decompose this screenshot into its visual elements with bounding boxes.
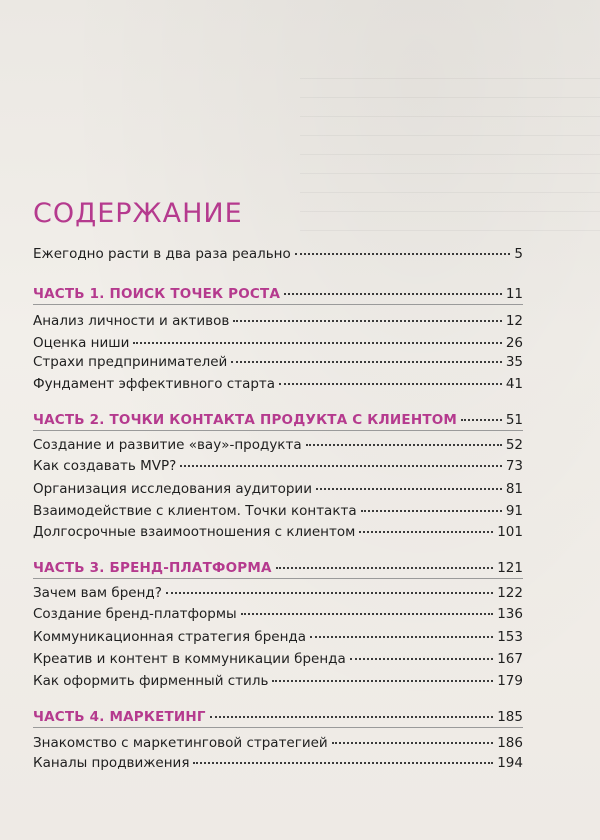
toc-entry[interactable] <box>33 352 523 372</box>
toc-entry[interactable] <box>33 604 523 624</box>
toc-entry[interactable] <box>33 333 523 353</box>
leader-dots <box>359 531 493 533</box>
toc-entry-label: Создание бренд-платформы <box>33 606 237 622</box>
part-divider <box>33 727 523 728</box>
toc-part-page: 121 <box>497 560 523 576</box>
leader-dots <box>461 419 502 421</box>
toc-entry-page: 153 <box>497 629 523 645</box>
toc-part-1[interactable] <box>33 284 523 304</box>
leader-dots <box>210 716 493 718</box>
toc-entry[interactable] <box>33 311 523 331</box>
leader-dots <box>310 636 493 638</box>
toc-entry-label: Организация исследования аудитории <box>33 481 312 497</box>
toc-entry-label: Знакомство с маркетинговой стратегией <box>33 735 328 751</box>
leader-dots <box>306 444 502 446</box>
toc-entry-page: 91 <box>505 503 523 519</box>
toc-entry[interactable] <box>33 435 523 455</box>
toc-entry[interactable] <box>33 733 523 753</box>
toc-part-label: ЧАСТЬ 4. МАРКЕТИНГ <box>33 709 206 725</box>
leader-dots <box>276 567 494 569</box>
leader-dots <box>316 488 502 490</box>
leader-dots <box>180 465 502 467</box>
toc-entry-page: 179 <box>497 673 523 689</box>
leader-dots <box>295 253 511 255</box>
toc-entry-label: Фундамент эффективного старта <box>33 376 276 392</box>
toc-entry-page: 41 <box>505 376 523 392</box>
toc-entry[interactable] <box>33 627 523 647</box>
toc-entry[interactable] <box>33 479 523 499</box>
leader-dots <box>233 320 501 322</box>
leader-dots <box>284 293 502 295</box>
leader-dots <box>241 613 494 615</box>
toc-entry-label: Креатив и контент в коммуникации бренда <box>33 651 346 667</box>
bleed-through-text <box>300 60 600 260</box>
toc-entry[interactable] <box>33 522 523 542</box>
leader-dots <box>332 742 494 744</box>
toc-part-label: ЧАСТЬ 2. ТОЧКИ КОНТАКТА ПРОДУКТА С КЛИЕНТОМ <box>33 412 458 428</box>
toc-entry[interactable] <box>33 456 523 476</box>
toc-part-page: 185 <box>497 709 523 725</box>
toc-entry-page: 101 <box>497 524 523 540</box>
leader-dots <box>279 383 502 385</box>
leader-dots <box>231 361 501 363</box>
toc-entry-page: 12 <box>505 313 523 329</box>
toc-part-label: ЧАСТЬ 1. ПОИСК ТОЧЕК РОСТА <box>33 286 281 302</box>
toc-entry-label: Создание и развитие «вау»-продукта <box>33 437 302 453</box>
toc-entry[interactable] <box>33 753 523 773</box>
leader-dots <box>193 762 493 764</box>
toc-entry-page: 81 <box>505 481 523 497</box>
toc-part-label: ЧАСТЬ 3. БРЕНД-ПЛАТФОРМА <box>33 560 272 576</box>
toc-part-3[interactable] <box>33 558 523 578</box>
toc-entry-page: 52 <box>505 437 523 453</box>
toc-entry-page: 35 <box>505 354 523 370</box>
leader-dots <box>272 680 493 682</box>
toc-part-4[interactable] <box>33 707 523 727</box>
toc-entry-label: Коммуникационная стратегия бренда <box>33 629 306 645</box>
toc-entry-label: Страхи предпринимателей <box>33 354 228 370</box>
toc-entry-page: 73 <box>505 458 523 474</box>
toc-part-page: 11 <box>505 286 523 302</box>
toc-entry[interactable] <box>33 671 523 691</box>
toc-entry-label: Анализ личности и активов <box>33 313 230 329</box>
toc-entry-label: Каналы продвижения <box>33 755 190 771</box>
toc-part-2[interactable] <box>33 410 523 430</box>
toc-entry-label: Как оформить фирменный стиль <box>33 673 269 689</box>
toc-entry-label: Долгосрочные взаимоотношения с клиентом <box>33 524 356 540</box>
toc-entry-page: 136 <box>497 606 523 622</box>
toc-entry-page: 186 <box>497 735 523 751</box>
toc-entry-label: Ежегодно расти в два раза реально <box>33 246 291 262</box>
toc-entry-label: Взаимодействие с клиентом. Точки контакта <box>33 503 357 519</box>
toc-entry-page: 26 <box>505 335 523 351</box>
toc-title: СОДЕРЖАНИЕ <box>33 198 243 229</box>
leader-dots <box>166 592 493 594</box>
toc-entry-label: Как создавать MVP? <box>33 458 177 474</box>
toc-part-page: 51 <box>505 412 523 428</box>
toc-entry-page: 194 <box>497 755 523 771</box>
toc-entry-intro[interactable] <box>33 244 523 264</box>
toc-entry[interactable] <box>33 583 523 603</box>
toc-entry[interactable] <box>33 501 523 521</box>
toc-entry-label: Зачем вам бренд? <box>33 585 162 601</box>
toc-entry[interactable] <box>33 649 523 669</box>
toc-entry-page: 122 <box>497 585 523 601</box>
leader-dots <box>361 510 502 512</box>
toc-entry-page: 5 <box>514 246 523 262</box>
part-divider <box>33 430 523 431</box>
toc-entry[interactable] <box>33 374 523 394</box>
toc-entry-page: 167 <box>497 651 523 667</box>
part-divider <box>33 304 523 305</box>
toc-entry-label: Оценка ниши <box>33 335 130 351</box>
leader-dots <box>133 342 501 344</box>
part-divider <box>33 578 523 579</box>
leader-dots <box>350 658 493 660</box>
